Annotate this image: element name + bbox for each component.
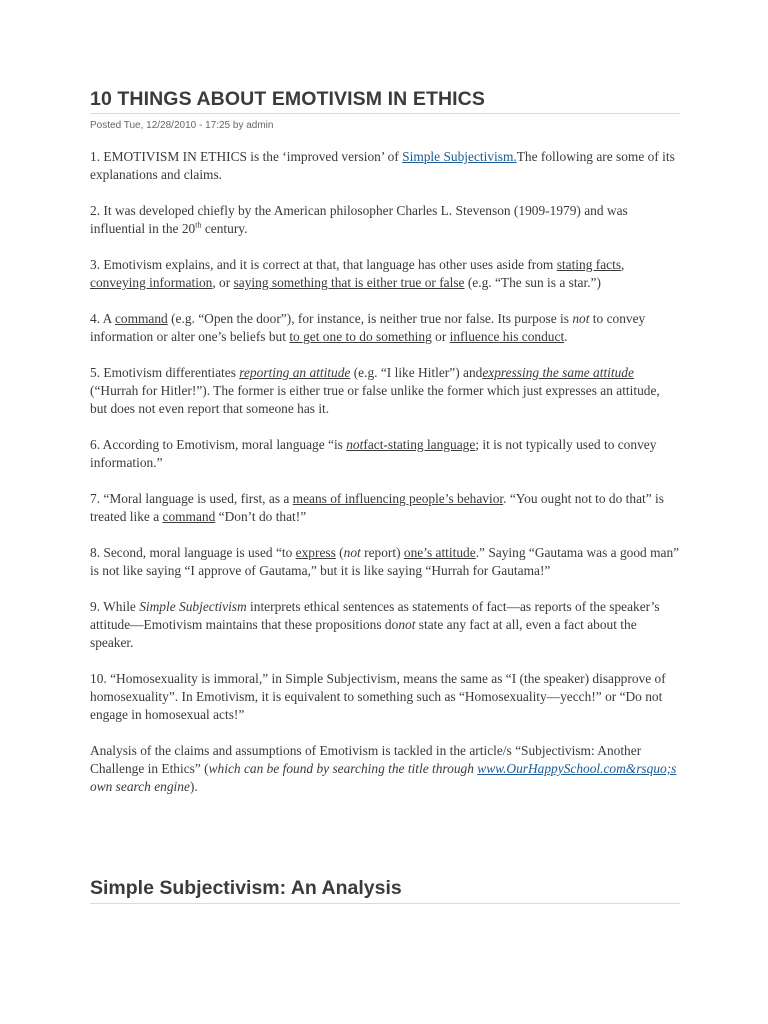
paragraph-10: 10. “Homosexuality is immoral,” in Simple Subjectivism, means the same as “I (the speaker) disapprove of homosexuality”. In Emotivism, it is equivalent to something such as “Homosexuality—yecch!” or “Do not engage in homosexual acts!” — [90, 671, 666, 722]
paragraph-5: 5. Emotivism differentiates reporting an attitude (e.g. “I like Hitler”) andexpressing the same attitude (“Hurrah for Hitler!”). The former is either true or false unlike the former which just expresses an attitude, but does not even report that someone has it. — [90, 365, 660, 416]
article-body — [90, 148, 680, 796]
paragraph-4: 4. A command (e.g. “Open the door”), for instance, is neither true nor false. Its purpose is not to convey information or alter one’s beliefs but to get one to do something or influence his conduct. — [90, 311, 646, 344]
paragraph-8: 8. Second, moral language is used “to express (not report) one’s attitude.” Saying “Gautama was a good man” is not like saying “I approve of Gautama,” but it is like saying “Hurrah for Gautama!” — [90, 545, 680, 578]
section-title: Simple Subjectivism: An Analysis — [90, 877, 680, 904]
paragraph-7: 7. “Moral language is used, first, as a means of influencing people’s behavior. “You ought not to do that” is treated like a command “Don’t do that!” — [90, 491, 664, 524]
paragraph-6: 6. According to Emotivism, moral language “is notfact-stating language; it is not typically used to convey information.” — [90, 437, 657, 470]
article-title: 10 THINGS ABOUT EMOTIVISM IN ETHICS — [90, 88, 680, 114]
paragraph-11: Analysis of the claims and assumptions of Emotivism is tackled in the article/s “Subjectivism: Another Challenge in Ethics” (which can be found by searching the title through www.OurHappySchool.com&rsquo;s own search engine). — [90, 743, 677, 794]
paragraph-3: 3. Emotivism explains, and it is correct at that, that language has other uses aside from stating facts, conveying information, or saying something that is either true or false (e.g. “The sun is a star.”) — [90, 257, 625, 290]
ourhappyschool-link[interactable]: www.OurHappySchool.com&rsquo;s — [477, 761, 677, 776]
paragraph-2: 2. It was developed chiefly by the American philosopher Charles L. Stevenson (1909-1979) and was influential in the 20th century. — [90, 203, 628, 236]
simple-subjectivism-link[interactable]: Simple Subjectivism. — [402, 149, 517, 164]
post-meta: Posted Tue, 12/28/2010 - 17:25 by admin — [90, 120, 274, 131]
article — [90, 88, 680, 814]
paragraph-1: 1. EMOTIVISM IN ETHICS is the ‘improved version’ of Simple Subjectivism.The following are some of its explanations and claims. — [90, 149, 675, 182]
paragraph-9: 9. While Simple Subjectivism interprets ethical sentences as statements of fact—as reports of the speaker’s attitude—Emotivism maintains that these propositions donot state any fact at all, even a fact about the speaker. — [90, 599, 660, 650]
